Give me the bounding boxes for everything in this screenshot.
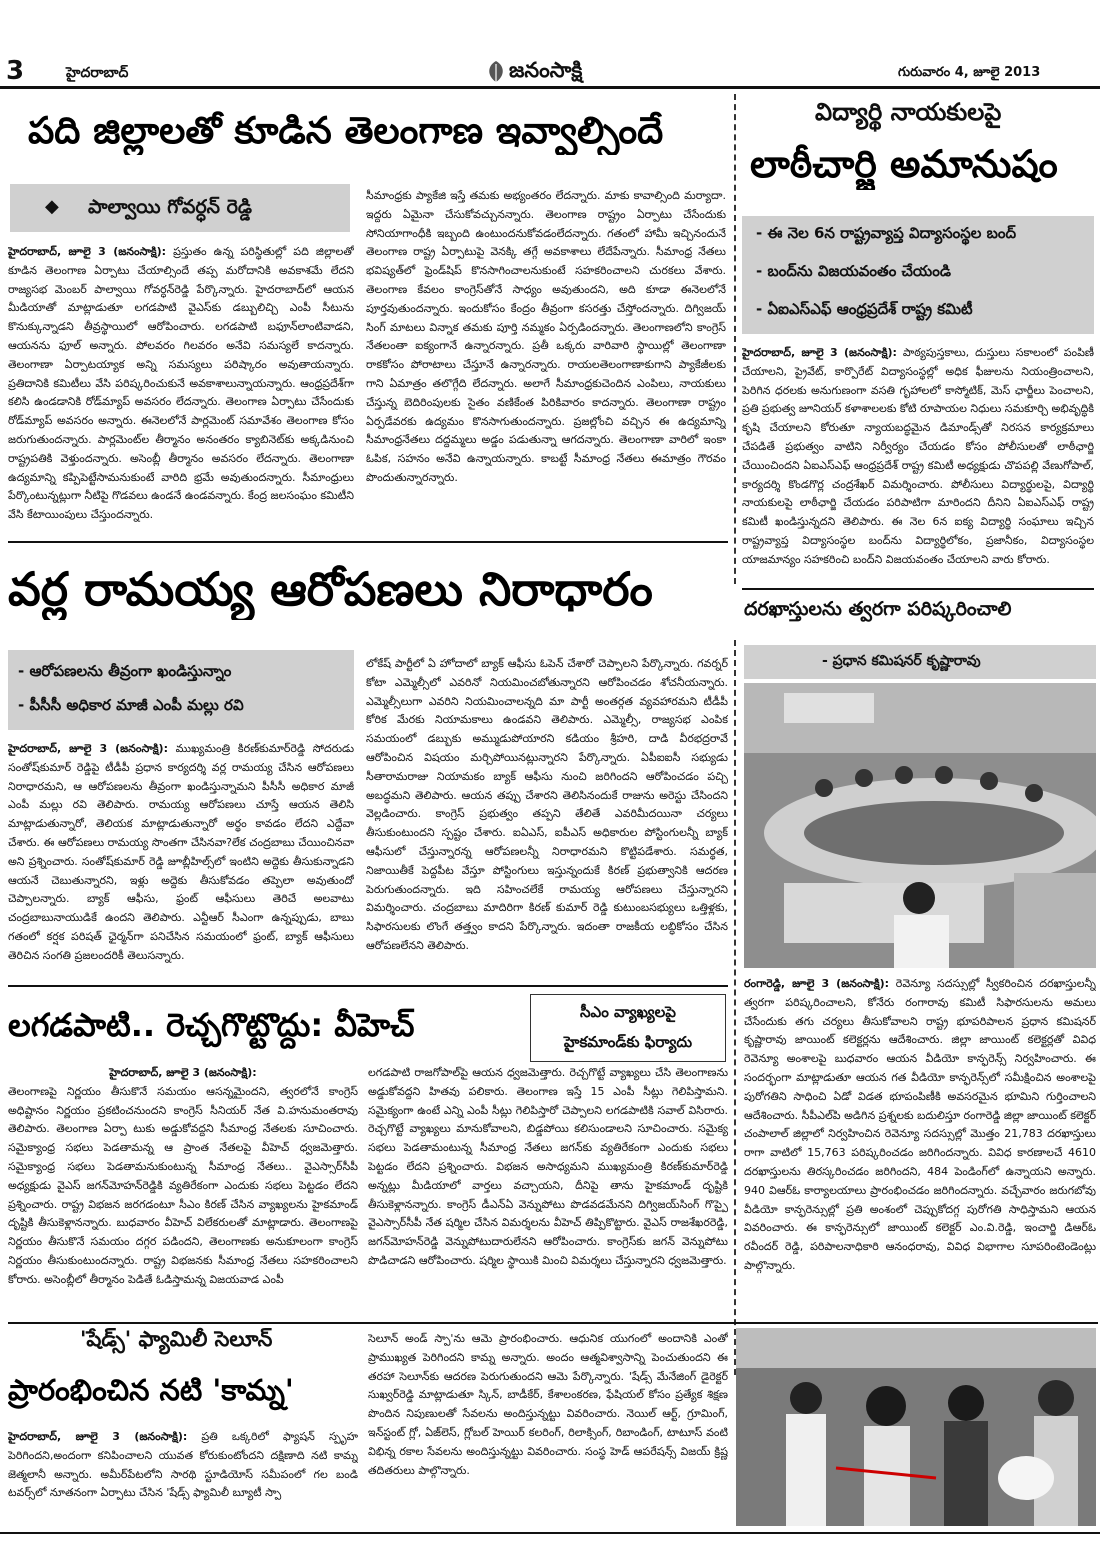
masthead-date: గురువారం 4, జూలై 2013 [898, 65, 1041, 80]
vertical-divider-top [734, 94, 737, 584]
story2-bullets-box [742, 216, 1094, 334]
story1-headline: పది జిల్లాలతో కూడిన తెలంగాణ ఇవ్వాల్సిందే [28, 109, 664, 152]
story4-dateline: రంగారెడ్డి, జూలై 3 (జనంసాక్షి): [744, 977, 890, 990]
story5-text-2: లగడపాటి రాజగోపాల్‌పై ఆయన ధ్వజమెత్తారు. రెచ్చగొట్టే వ్యాఖ్యలు చేసి తెలంగాణను అడ్డుకోవద్దని హితవు పలికారు. తెలంగాణ ఇస్తే 15 ఎంపీ సీట్లు గెలిపిస్తామని. సమైక్యంగా ఉంటే ఎన్ని ఎంపీ సీట్లు గెలిపిస్తారో చెప్పాలని లగడపాటికి సవాల్ విసిరారు. రెచ్చగొట్టే వ్యాఖ్యలు మానుకోవాలని, బిడ్డపోయి కలిసుండాలని సూచించారు. సమైక్య సభలు పెడతామంటున్న సీమాంధ్ర నేతలు జగన్‌కు వ్యతిరేకంగా ఎందుకు సభలు పెట్టడం లేదని ప్రశ్నించారు. విభజన అసాధ్యమని ముఖ్యమంత్రి కిరణ్‌కుమార్‌రెడ్డి అన్నట్లు మీడియాలో వార్తలు వచ్చాయని, దీనిపై తాను హైకమాండ్ దృష్టికి తీసుకెళ్లానన్నారు. కాంగ్రెస్ డీఎన్ఏ వెన్నుపోటు పొడవడమేనని దిగ్విజయ్‌సింగ్ గొప్పై వైఎస్సార్‌సీపీ నేత షర్మిల చేసిన విమర్శలను వీహెచ్ తిప్పికొట్టారు. వైఎస్ రాజశేఖరరెడ్డి, జగన్‌మోహన్‌రెడ్డి వెన్నుపోటుదారులేనని ఆరోపించారు. కాంగ్రెస్‌కు జగన్ వెన్నుపోటు పొడిచాడని ఆరోపించారు. షర్మిల స్థాయికి మించి విమర్శలు చేస్తున్నారని ధ్వజమెత్తారు. [368, 1066, 728, 1267]
divider-story3 [8, 985, 728, 987]
bottom-rule [0, 1532, 1100, 1534]
story1-column-2 [366, 187, 726, 529]
story4-headline: దరఖాస్తులను త్వరగా పరిష్కరించాలి [744, 598, 1012, 620]
story5-headline: లగడపాటి.. రెచ్చగొట్టొద్దు: వీహెచ్ [8, 1006, 415, 1044]
story5-text-1: తెలంగాణపై నిర్ణయం తీసుకొనే సమయం ఆసన్నమైందని, త్వరలోనే కాంగ్రెస్ అధిష్టానం నిర్ణయం ప్రకటించనుందని కాంగ్రెస్ సీనియర్ నేత వి.హనుమంతరావు తెలిపారు. తెలంగాణ ఏర్పా టుకు అడ్డుకోవద్దని సీమాంధ్ర నేతలకు సూచించారు. సమైక్యాంధ్ర సభలు పెడతామన్న ఆ ప్రాంత నేతలపై వీహెచ్ ధ్వజమెత్తారు. సమైక్యాంధ్ర సభలు పెడతామనుకుంటున్న సీమాంధ్ర నేతలు.. వైఎస్సార్‌సీపీ అధ్యక్షుడు వైఎస్ జగన్‌మోహన్‌రెడ్డికి వ్యతిరేకంగా ఎందుకు సభలు పెట్టడం లేదని ప్రశ్నించారు. రాష్ట్ర విభజన జరగడంటూ సీఎం కిరణ్ చేసిన వ్యాఖ్యలను హైకమాండ్ దృష్టికి తీసుకెళ్లానన్నారు. బుధవారం వీహెచ్ విలేకరులతో మాట్లాడారు. తెలంగాణపై నిర్ణయం తీసుకొనే సమయం దగ్గర పడిందని, తెలంగాణకు అనుకూలంగా కాంగ్రెస్ నిర్ణయం తీసుకుంటుందన్నారు. రాష్ట్ర విభజనకు సీమాంధ్ర నేతలు సహకరించాలని కోరారు. అసెంబ్లీలో తీర్మానం పెడితే ఓడిస్తామన్న విజయవాడ ఎంపీ [8, 1084, 358, 1286]
story5-side-line-1: సీఎం వ్యాఖ్యలపై [580, 1003, 676, 1021]
story6-headline: ప్రారంభించిన నటి 'కామ్న' [8, 1373, 294, 1407]
story2-bullet-2: - బంద్‌ను విజయవంతం చేయండి [756, 262, 951, 280]
story2-bullet-3: - ఏఐఎస్‌ఎఫ్ ఆంధ్రప్రదేశ్ రాష్ట్ర కమిటీ [756, 300, 973, 318]
story2-kicker: విద్యార్థి నాయకులపై [815, 98, 1002, 126]
masthead-city: హైదరాబాద్ [66, 65, 129, 81]
vertical-divider-mid [734, 640, 737, 1375]
story6-text-1: ప్రతి ఒక్కరిలో ఫ్యాషన్ స్పృహ పెరిగిందని,అందంగా కనిపించాలని యువత కోరుకుంటోందని దక్షిణాది నటి కామ్న జెత్మలానీ అన్నారు. అమీర్‌పేటలోని సారథి స్టూడియోస్ సమీపంలో గల బండి టవర్స్‌లో నూతనంగా ఏర్పాటు చేసిన 'షేడ్స్ ఫ్యామిలీ బ్యూటీ స్పా [8, 1430, 358, 1500]
story3-bullet-1: - ఆరోపణలను తీవ్రంగా ఖండిస్తున్నాం [18, 662, 232, 680]
story6-column-2 [368, 1330, 728, 1526]
story5-side-box [530, 994, 726, 1062]
leaf-icon [485, 60, 507, 84]
story3-dateline: హైదరాబాద్, జూలై 3 (జనంసాక్షి): [8, 742, 168, 755]
salon-scene-image [736, 1328, 1096, 1526]
story2-dateline: హైదరాబాద్, జూలై 3 (జనంసాక్షి): [742, 346, 897, 359]
story5-side-line-2: హైకమాండ్‌కు ఫిర్యాదు [563, 1033, 693, 1051]
story5-column-2 [368, 1064, 728, 1319]
story3-column-2 [366, 655, 728, 980]
story3-text-2: లోకేష్ పార్టీలో ఏ హోదాలో బ్యాక్ ఆఫీసు ఓపెన్ చేశారో చెప్పాలని పేర్కొన్నారు. గవర్నర్ కోటా ఎమ్మెల్సీలో ఎవరినో నియమించబోతున్నారని ఆరోపించడం శోచనీయన్నారు. ఎమ్మెల్సీలుగా ఎవరిని నియమించాలన్నది మా పార్టీ అంతర్గత వ్యవహారమని టీడీపీ కోరిక మేరకు నియామకాలు ఉండవని తెలిపారు. ఎమ్మెల్సీ, రాజ్యసభ ఎంపిక సమయంలో డబ్బుకు అమ్ముడుపోయారని కడియం శ్రీహరి, దాడి వీరభద్రరావే ఆరోపించిన విషయం మర్చిపోయినట్లున్నారని పేర్కొన్నారు. ఏపీఐఐసీ సభ్యుడు సీతారామరాజు నియామకం బ్యాక్ ఆఫీసు నుంచి జరిగిందని ఆరోపించడం పచ్చి అబద్ధమని తెలిపారు. ఆయన తప్పు చేశారని తెలిసినందుకే రాజును అరెస్టు చేసిందని వెల్లడించారు. కాంగ్రెస్ ప్రభుత్వం తప్పని తేలితే ఎవరిమీదయినా చర్యలు తీసుకుంటుందని స్పష్టం చేశారు. ఐఏఎస్, ఐపీఎస్ అధికారుల పోస్టింగులన్నీ బ్యాక్ ఆఫీసులో చేస్తున్నారన్న ఆరోపణలన్నీ నిరాధారమని కొట్టిపడేశారు. సమర్థత, నిజాయితీకే పెద్దపీట వేస్తూ పోస్టింగులు ఇస్తున్నందుకే కిరణ్ ప్రభుత్వానికి ఆదరణ పెరుగుతుందన్నారు. ఇది సహించలేకే రామయ్య ఆరోపణలు చేస్తున్నారని విమర్శించారు. చంద్రబాబు మాదిరిగా కిరణ్ కుమార్ రెడ్డి కుటుంబసభ్యులు ఒత్తిళ్లకు, సిఫారసులకు లొంగే తత్త్వం కాదని పేర్కొన్నారు. ఇదంతా రాజకీయ లబ్ధికోసం చేసిన ఆరోపణలేనని తెలిపారు. [366, 657, 728, 952]
story1-byline: పాల్వాయి గోవర్ధన్ రెడ్డి [88, 196, 252, 218]
story2-bullet-1: - ఈ నెల 6న రాష్ట్రవ్యాప్త విద్యాసంస్థల బంద్ [756, 224, 1017, 242]
divider-story5 [8, 1322, 1098, 1324]
story5-column-1 [8, 1064, 358, 1319]
story1-column-1 [8, 243, 354, 529]
story2-headline: లాఠీచార్జి అమానుషం [750, 142, 1058, 186]
story4-text: రెవెన్యూ సదస్సుల్లో స్వీకరించిన దరఖాస్తులన్నీ త్వరగా పరిష్కరించాలని, కోనేరు రంగారావు కమిటీ సిఫారసులను అమలు చేసేందుకు తగు చర్యలు తీసుకోవాలని రాష్ట్ర భూపరిపాలన ప్రధాన కమిషనర్ కృష్ణారావు జాయింట్ కలెక్టర్లను ఆదేశించారు. జిల్లా జాయింట్ కలెక్టర్లతో వివిధ రెవెన్యూ అంశాలపై బుధవారం ఆయన వీడియో కాన్ఫరెన్స్ నిర్వహించారు. ఈ సందర్భంగా మాట్లాడుతూ ఆయన గత వీడియో కాన్ఫరెన్స్‌లో సమీక్షించిన అంశాలపై పురోగతిని సాధించి ఏడో విడత భూపంపిణీకి అవసరమైన భూమిని గుర్తించాలని ఆదేశించారు. సీపీఎల్‌పి అడిగిన ప్రశ్నలకు బదులిస్తూ రంగారెడ్డి జిల్లా జాయింట్ కలెక్టర్ చంపాలాల్ జిల్లాలో నిర్వహించిన రెవెన్యూ సదస్సుల్లో మొత్తం 21,783 దరఖాస్తులు రాగా వాటిలో 15,763 పరిష్కరించడం జరిగిందన్నారు. వివిధ కారణాలచే 4610 దరఖాస్తులను తిరస్కరించడం జరిగిందని, 484 పెండింగ్‌లో ఉన్నాయని అన్నారు. 940 విఆర్ఓ కార్యాలయాలు ప్రారంభించడం జరిగిందన్నారు. వచ్చేవారం జరుగబోవు వీడియో కాన్ఫరెన్సుల్లో ప్రతి అంశంలో చెప్పుకోదగ్గ పురోగతి సాధిస్తామని ఆయన వివరించారు. ఈ కాన్ఫరెన్సులో జాయింట్ కలెక్టర్ ఎం.వి.రెడ్డి, ఇంచార్జి డిఆర్‌ఓ రవీందర్ రెడ్డి, పరిపాలనాధికారి ఆనంధరావు, వివిధ విభాగాల సూపరింటెండెంట్లు పాల్గొన్నారు. [744, 977, 1096, 1272]
conference-photo [744, 683, 1096, 968]
story4-byline-box [744, 645, 1096, 679]
story6-kicker: 'షేడ్స్' ఫ్యామిలీ సెలూన్ [80, 1327, 273, 1351]
story2-text: పాఠ్యపుస్తకాలు, దుస్తులు సకాలంలో పంపిణీ చేయాలని, ప్రైవేట్, కార్పొరేట్ విద్యాసంస్థల్లో అధిక ఫీజులను నియంత్రించాలని, పెరిగిన ధరలకు అనుగుణంగా వసతి గృహాలలో కాస్మోటిక్, మెస్ ఛార్జీలు పెంచాలని, ప్రతి ప్రభుత్వ జూనియర్ కళాశాలలకు కోటి రూపాయల నిధులు సమకూర్చి అభివృద్ధికి కృషి చేయాలని కోరుతూ న్యాయబద్ధమైన డిమాండ్స్‌తో నిరసన కార్యక్రమాలు చేపడితే ప్రభుత్వం వాటిని నిర్వీర్యం చేయడం కోసం పోలీసులతో లాఠీఛార్జి చేయించిందని ఏఐఎస్‌ఎఫ్ ఆంధ్రప్రదేశ్ రాష్ట్ర కమిటీ అధ్యక్షుడు చొపపల్లి వేణుగోపాల్, కార్యదర్శి కొండగొర్ల చంద్రశేఖర్ విమర్శించారు. పోలీసులు విద్యార్థులపై, విద్యార్థి నాయకులపై లాఠీఛార్జి చేయడం పరిపాటిగా మారిందని దీనిని ఏఐఎస్‌ఎఫ్ రాష్ట్ర కమిటీ ఖండిస్తున్నదని తెలిపారు. ఈ నెల 6న ఐక్య విద్యార్థి సంఘాలు ఇచ్చిన రాష్ట్రవ్యాప్త విద్యాసంస్థల బంద్‌ను విద్యార్థిలోకం, ప్రజానీకం, విద్యాసంస్థల యాజమాన్యం సహకరించి బంద్‌ని విజయవంతం చేయాలని వారు కోరారు. [742, 346, 1094, 566]
story6-text-2: సెలూన్ అండ్ స్పా'ను ఆమె ప్రారంభించారు. ఆధునిక యుగంలో అందానికి ఎంతో ప్రాముఖ్యత పెరిగిందని కామ్న అన్నారు. అందం ఆత్మవిశ్వాసాన్ని పెంచుతుందని ఈ తరహా సెలూన్‌కు ఆదరణ పెరుగుతుందని ఆమె పేర్కొన్నారు. 'షేడ్స్ మేనేజింగ్ డైరెక్టర్ సుఖ్వర్‌రెడ్డి మాట్లాడుతూ స్కిన్, బాడీకేర్, కేశాలంకరణ, ఫేషియల్ కోసం ప్రత్యేక శిక్షణ పొందిన నిపుణులతో సేవలను అందిస్తున్నట్టు వివరించారు. నెయిల్ ఆర్ట్, గ్రూమింగ్, ఇన్‌స్టంట్ గ్లో, ఏజ్‌లెస్, గ్లోబల్ హెయిర్ కలరింగ్, రిలాక్సింగ్, రిబాండింగ్, టాటూస్ వంటి విభిన్న రకాల సేవలను అందిస్తున్నట్టు వివరించారు. సంస్థ హెడ్ ఆపరేషన్స్ విజయ్ క్రిష్ణ తదితరులు పాల్గొన్నారు. [368, 1332, 728, 1477]
divider-story2 [742, 588, 1094, 590]
newspaper-name: జనంసాక్షి [509, 58, 583, 82]
newspaper-logo [485, 56, 615, 90]
story3-bullet-2: - పీసీసీ అధికార మాజీ ఎంపీ మల్లు రవి [18, 696, 244, 714]
story1-byline-box [10, 184, 350, 232]
story1-text-2: సీమాంధ్రకు ప్యాకేజి ఇస్తే తమకు అభ్యంతరం లేదన్నారు. మాకు కావాల్సింది మర్యాదా. ఇద్దరు ఏమైనా చేసుకోవచ్చునన్నారు. తెలంగాణ రాష్ట్రం ఏర్పాటు చేసేందుకు సోనియాగాంధీకి ఇబ్బంది ఉంటుందనుకోవడంలేదన్నారు. గతంలో హామీ ఇచ్చినందునే తెలంగాణ రాష్ట్ర ఏర్పాటుపై వెనక్కి తగ్గే అవకాశాలు లేదేపేన్నారు. సీమాంధ్ర నేతలు భవిష్యత్‌లో ఫ్రెండ్‌షిప్ కొనసాగించాలనుకుంటే సహకరించాలని చురకలు వేశారు. తెలంగాణ కేవలం కాంగ్రెస్‌తోనే సాధ్యం అవుతుందని, అది కూడా ఈనెలలోనే పూర్తవుతుందన్నారు. ఇందుకోసం కేంద్రం తీవ్రంగా కసరత్తు చేస్తోందన్నారు. దిగ్విజయ్ సింగ్ మాటలు విన్నాక తమకు పూర్తి నమ్మకం ఏర్పడిందన్నారు. తెలంగాణలోని కాంగ్రెస్ నేతలంతా ఐక్యంగానే ఉన్నారన్నారు. ప్రతీ ఒక్కరు వారివారి స్థాయిల్లో తెలంగాణా రాకకోసం పోరాటాలు చేస్తూనే ఉన్నారన్నారు. రాయలతెలంగాణాకుగాని ప్యాకేజీలకు గాని ఏమాత్రం తలొగ్గేది లేదన్నారు. అలాగే సీమాంధ్రకుచెందిన ఎంపిలు, నాయకులు చేస్తున్న బెదిరింపులకు సైతం వణికేంత పిరికివారం కాదన్నారు. తెలంగాణా రాష్ట్రం ఏర్పడేవరకు ఉద్యమం కొనసాగుతుందన్నారు. ప్రజల్లోంచి వచ్చిన ఈ ఉద్యమాన్ని సీమాంధ్రనేతలు దద్దమ్మలు అడ్డం పడుతున్నా ఆగదన్నారు. తెలంగాణా వారిలో ఇంకా ఓపిక, సహనం అనేవి ఉన్నాయన్నారు. కాబట్టే సీమాంధ్ర నేతలు ఈమాత్రం గౌరవం పొందుతున్నారన్నారు. [366, 189, 726, 484]
story3-bullets-box [8, 650, 354, 730]
story6-dateline: హైదరాబాద్, జూలై 3 (జనంసాక్షి): [8, 1430, 188, 1443]
story1-dateline: హైదరాబాద్, జూలై 3 (జనంసాక్షి): [8, 245, 167, 258]
masthead [0, 0, 1100, 90]
salon-opening-photo [736, 1328, 1096, 1526]
story6-column-1 [8, 1428, 358, 1526]
story2-body [742, 344, 1094, 582]
story4-byline: - ప్రధాన కమిషనర్ కృష్ణారావు [822, 653, 981, 669]
story1-text-1: ప్రస్తుతం ఉన్న పరిస్థితుల్లో పది జిల్లాలతో కూడిన తెలంగాణ ఏర్పాటు చేయాల్సిందే తప్ప మరోదానికి అవకాశమే లేదని రాజ్యసభ మెంబర్ పాల్వాయి గోవర్ధన్‌రెడ్డి పేర్కొన్నారు. హైదరాబాద్‌లో ఆయన మీడియాతో మాట్లాడుతూ లగడపాటి వైఎస్‌కు డబ్బులిచ్చి ఎంపీ సీటును కొనుక్కున్నాడని తీవ్రస్థాయిలో ఆరోపించారు. లగడపాటి బఫూన్‌లాంటివాడని, ఆయనను ఫూల్ అన్నారు. పోలవరం గిలవరం అనేవి సమస్యలే కాదన్నారు. తెలంగాణా ఏర్పాటయ్యాక అన్ని సమస్యలు పరిష్కారం అవుతాయన్నారు. ప్రతిదానికి కమిటీలు వేసి పరిష్కరించుకునే అవకాశాలున్నాయన్నారు. ఆంధ్రప్రదేశ్‌గా కలిసి ఉండడానికి రోడ్‌మ్యాప్ అవసరం లేదన్నారు. తెలంగాణ ఏర్పాటు చేసేందుకు రోడ్‌మ్యాప్ అవసరం అన్నారు. ఈనెలలోనే పార్లమెంట్ సమావేశం తెలంగాణ కోసం జరుగుతుందన్నారు. పార్లమెంట్‌ల తీర్మానం అనంతరం క్యాబినెట్‌కు అక్కడినుంచి రాష్ట్రపతికి వెళ్తుందన్నారు. అసెంబ్లీ తీర్మానం అవసరం లేదన్నారు. తెలంగాణా ఉద్యమాన్ని కప్పిపెట్టేసామనుకుంటే వారిది భ్రమే అవుతుందన్నారు. సీమాంధ్రులు పేర్కొంటున్నట్లుగా నీటిపై గొడవలు ఉండనే ఉండవన్నారు. కేంద్ర జలసంఘం కమిటీని వేసి కేటాయింపులు చేస్తుందన్నారు. [8, 245, 354, 522]
divider-story1 [8, 541, 728, 543]
story3-text-1: ముఖ్యమంత్రి కిరణ్‌కుమార్‌రెడ్డి సోదరుడు సంతోష్‌కుమార్ రెడ్డిపై టీడీపీ ప్రధాన కార్యదర్శి వర్ల రామయ్య చేసిన ఆరోపణలు నిరాధారమని, ఆ ఆరోపణలను తీవ్రంగా ఖండిస్తున్నామని పీసీసీ అధికార మాజీ ఎంపీ మల్లు రవి తెలిపారు. రామయ్య ఆరోపణలు చూస్తే ఆయన తెలిసి మాట్లాడుతున్నారో, తెలియక మాట్లాడుతున్నారో అర్థం కావడం లేదని ఎద్దేవా చేశారు. ఈ ఆరోపణలు రామయ్య సొంతగా చేసినవా?లేక చంద్రబాబు చేయించినవా అని ప్రశ్నించారు. సంతోష్‌కుమార్ రెడ్డి జూబ్లీహిల్స్‌లో ఇంటిని అద్దెకు తీసుకున్నాడని ఆయనే చెబుతున్నారని, ఇళ్లు అద్దెకు తీసుకోవడం తప్పెలా అవుతుందో చెప్పాలన్నారు. బ్యాక్ ఆఫీసు, ఫ్రంట్ ఆఫీసులు తెరిచే అలవాటు చంద్రబాబునాయుడికే ఉందని తెలిపారు. ఎన్టీఆర్ సీఎంగా ఉన్నప్పుడు, బాబు గతంలో కర్షక పరిషత్ ఛైర్మన్‌గా పనిచేసిన సమయంలో ఫ్రంట్, బ్యాక్ ఆఫీసులు తెరిచిన సంగతి ప్రజలందరికీ తెలుసన్నారు. [8, 742, 354, 962]
story3-column-1 [8, 740, 354, 980]
diamond-icon: ◆ [45, 196, 59, 217]
conference-scene-image [744, 683, 1096, 968]
story5-dateline: హైదరాబాద్, జూలై 3 (జనంసాక్షి): [109, 1066, 257, 1079]
page-number: 3 [6, 56, 25, 86]
masthead-rule [0, 86, 1100, 89]
story4-body [744, 975, 1096, 1375]
story3-headline: వర్ల రామయ్య ఆరోపణలు నిరాధారం [8, 562, 653, 616]
